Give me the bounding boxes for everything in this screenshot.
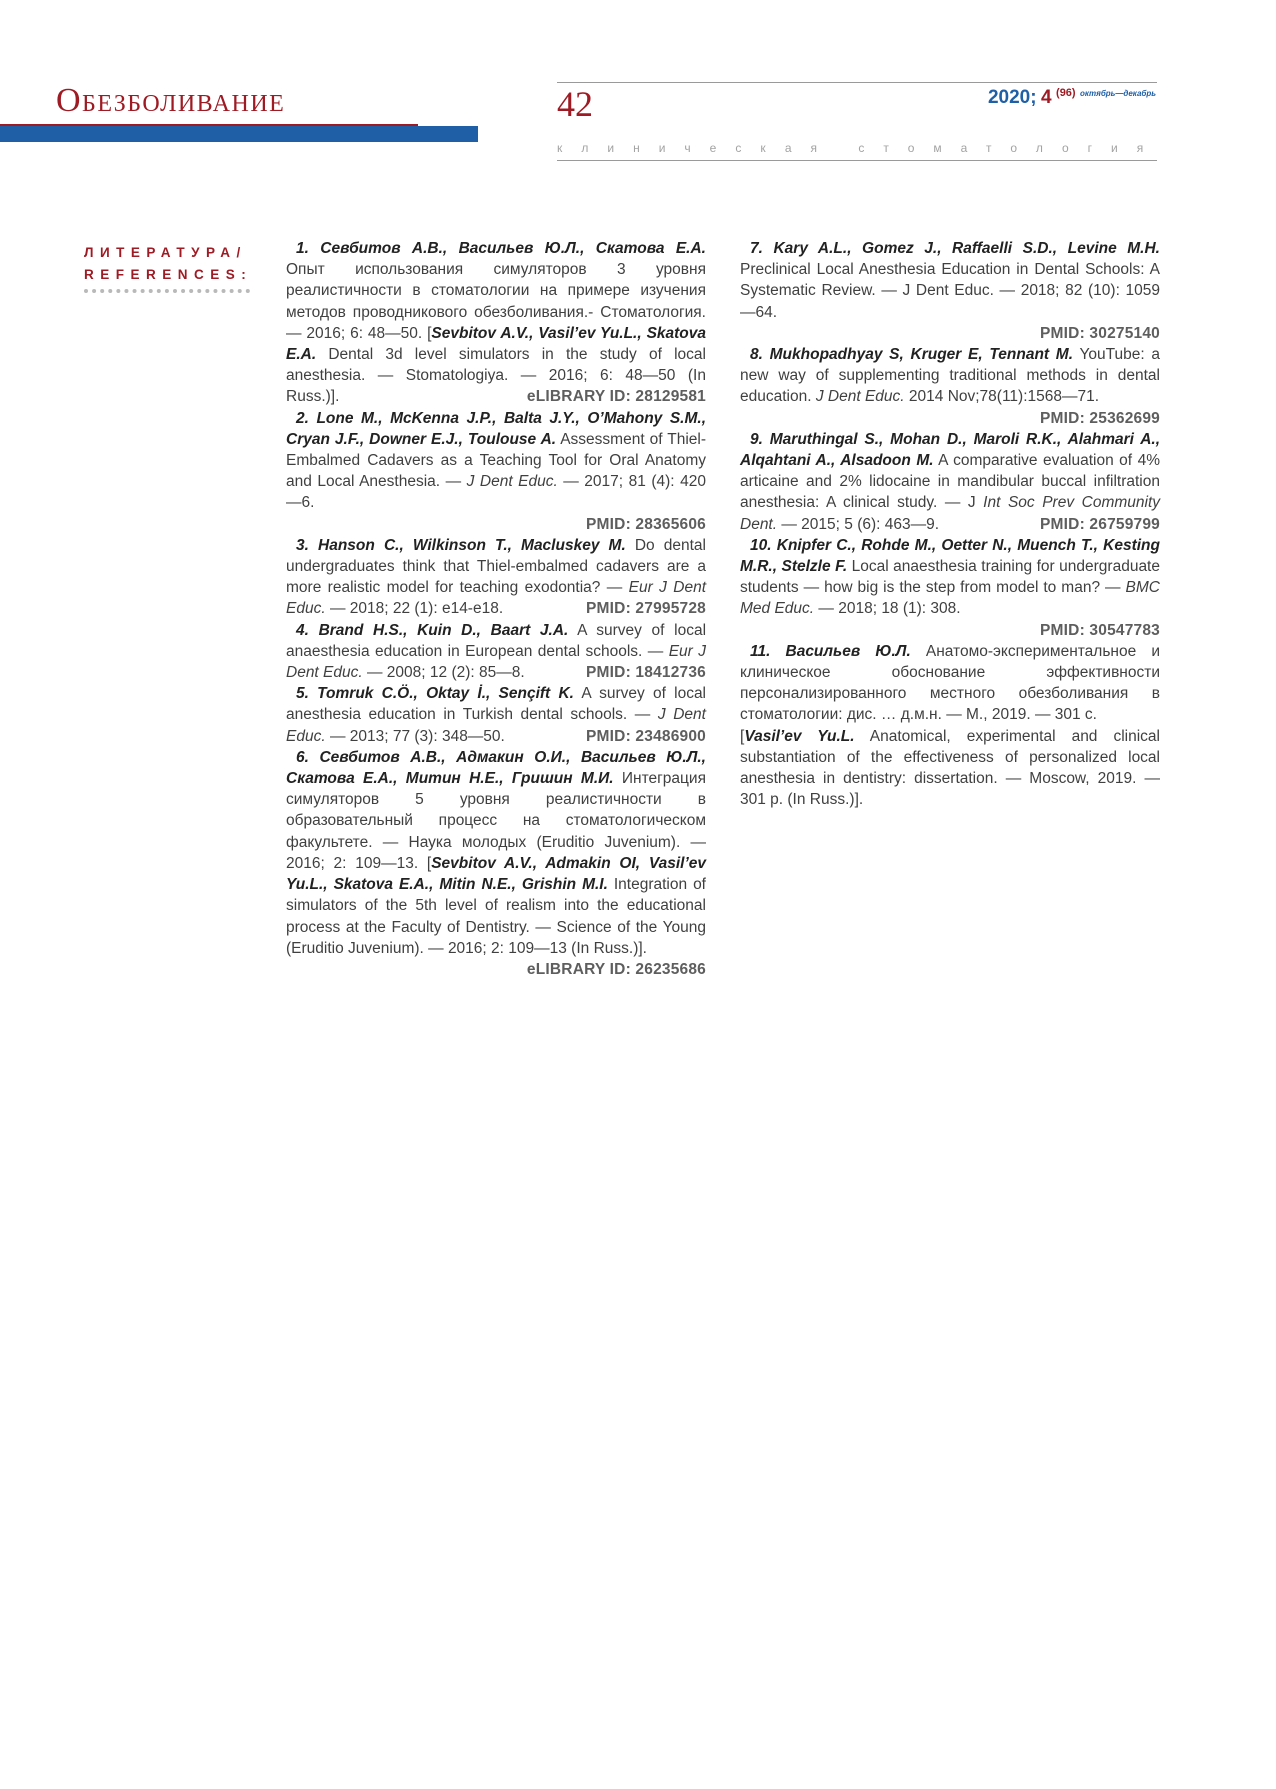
reference-item: 11. Васильев Ю.Л. Анатомо-экспериментальное и клиническое обоснование эффективности персонализированного местного обезболивания в стоматологии: дис. … д.м.н. — М., 2019. — 301 с. bbox=[740, 642, 1160, 724]
references-column-left bbox=[286, 238, 706, 980]
pmid: PMID: 30547783 bbox=[1040, 621, 1160, 639]
reference-item: 7. Kary A.L., Gomez J., Raffaelli S.D., Levine M.H. Preclinical Local Anesthesia Education in Dental Schools: A Systematic Review. — J Dent Educ. — 2018; 82 (10): 1059—64. PMID: 30275140 bbox=[740, 238, 1160, 344]
issue-months: октябрь—декабрь bbox=[1080, 89, 1156, 98]
elibrary-id: eLIBRARY ID: 26235686 bbox=[526, 960, 706, 978]
section-title: Обезболивание bbox=[56, 82, 286, 119]
pmid: PMID: 23486900 bbox=[586, 727, 706, 745]
reference-item: 2. Lone M., McKenna J.P., Balta J.Y., O’Mahony S.M., Cryan J.F., Downer E.J., Toulouse A. Assessment of Thiel-Embalmed Cadavers as a Teaching Tool for Oral Anatomy and Local Anesthesia. — J Dent Educ. — 2017; 81 (4): 420—6. PMID: 28365606 bbox=[286, 408, 706, 535]
reference-item: 6. Севбитов А.В., Адмакин О.И., Васильев Ю.Л., Скатова Е.А., Митин Н.Е., Гришин М.И. Интеграция симуляторов 5 уровня реалистичности в образовательный процесс на стоматологическом факультете. — Наука молодых (Eruditio Juvenium). — 2016; 2: 109—13. [Sevbitov A.V., Admakin OI, Vasil’ev Yu.L., Skatova E.A., Mitin N.E., Grishin M.I. Integration of simulators of the 5th level of realism into the educational process at the Faculty of Dentistry. — Science of the Young (Eruditio Juvenium). — 2016; 2: 109—13 (In Russ.)]. eLIBRARY ID: 26235686 bbox=[286, 747, 706, 959]
journal-name: клиническая стоматология bbox=[557, 141, 1163, 155]
reference-item: 9. Maruthingal S., Mohan D., Maroli R.K., Alahmari A., Alqahtani A., Alsadoon M. A comparative evaluation of 4% articaine and 2% lidocaine in mandibular buccal infiltration anesthesia: A clinical study. — J Int Soc Prev Community Dent. — 2015; 5 (6): 463—9. PMID: 26759799 bbox=[740, 429, 1160, 535]
page-number: 42 bbox=[557, 84, 593, 124]
issue-number: 4 bbox=[1041, 87, 1052, 108]
reference-item: 3. Hanson C., Wilkinson T., Macluskey M. Do dental undergraduates think that Thiel-embalmed cadavers are a more realistic model for teaching exodontia? — Eur J Dent Educ. — 2018; 22 (1): e14-e18. PMID: 27995728 bbox=[286, 535, 706, 620]
reference-item: 4. Brand H.S., Kuin D., Baart J.A. A survey of local anaesthesia education in European dental schools. — Eur J Dent Educ. — 2008; 12 (2): 85—8. PMID: 18412736 bbox=[286, 620, 706, 684]
elibrary-id: eLIBRARY ID: 28129581 bbox=[526, 388, 706, 406]
issue-info bbox=[988, 88, 1156, 107]
references-column-right bbox=[740, 238, 1160, 810]
references-heading-en: REFERENCES: bbox=[84, 267, 253, 282]
pmid: PMID: 18412736 bbox=[586, 664, 706, 682]
reference-item-translation: [Vasil’ev Yu.L. Anatomical, experimental and clinical substantiation of the effectiveness of personalized local anesthesia in dentistry: dissertation. — Moscow, 2019. — 301 p. (In Russ.)]. bbox=[740, 727, 1160, 809]
pmid: PMID: 30275140 bbox=[1040, 324, 1160, 342]
reference-item: 1. Севбитов А.В., Васильев Ю.Л., Скатова Е.А. Опыт использования симуляторов 3 уровня реалистичности в стоматологии на примере изучения методов проводникового обезболивания.- Стоматология. — 2016; 6: 48—50. [Sevbitov A.V., Vasil’ev Yu.L., Skatova E.A. Dental 3d level simulators in the study of local anesthesia. — Stomatologiya. — 2016; 6: 48—50 (In Russ.)]. eLIBRARY ID: 28129581 bbox=[286, 238, 706, 408]
references-heading-ru: ЛИТЕРАТУРА/ bbox=[84, 245, 247, 260]
references-heading bbox=[84, 242, 252, 286]
reference-item: 5. Tomruk C.Ö., Oktay İ., Sençift K. A survey of local anesthesia education in Turkish dental schools. — J Dent Educ. — 2013; 77 (3): 348—50. PMID: 23486900 bbox=[286, 683, 706, 747]
references-dotted-rule bbox=[84, 289, 250, 293]
issue-year: 2020; bbox=[987, 87, 1037, 108]
pmid: PMID: 26759799 bbox=[1040, 515, 1160, 533]
reference-item: 8. Mukhopadhyay S, Kruger E, Tennant M. YouTube: a new way of supplementing traditional methods in dental education. J Dent Educ. 2014 Nov;78(11):1568—71. PMID: 25362699 bbox=[740, 344, 1160, 429]
issue-superscript: (96) bbox=[1056, 87, 1076, 99]
header-bottom-rule bbox=[557, 160, 1157, 161]
reference-item: 10. Knipfer C., Rohde M., Oetter N., Muench T., Kesting M.R., Stelzle F. Local anaesthesia training for undergraduate students — how big is the step from model to man? — BMC Med Educ. — 2018; 18 (1): 308. PMID: 30547783 bbox=[740, 535, 1160, 641]
pmid: PMID: 28365606 bbox=[586, 515, 706, 533]
header-top-rule bbox=[557, 82, 1157, 83]
pmid: PMID: 27995728 bbox=[586, 600, 706, 618]
pmid: PMID: 25362699 bbox=[1040, 409, 1160, 427]
section-blue-bar bbox=[0, 126, 478, 142]
